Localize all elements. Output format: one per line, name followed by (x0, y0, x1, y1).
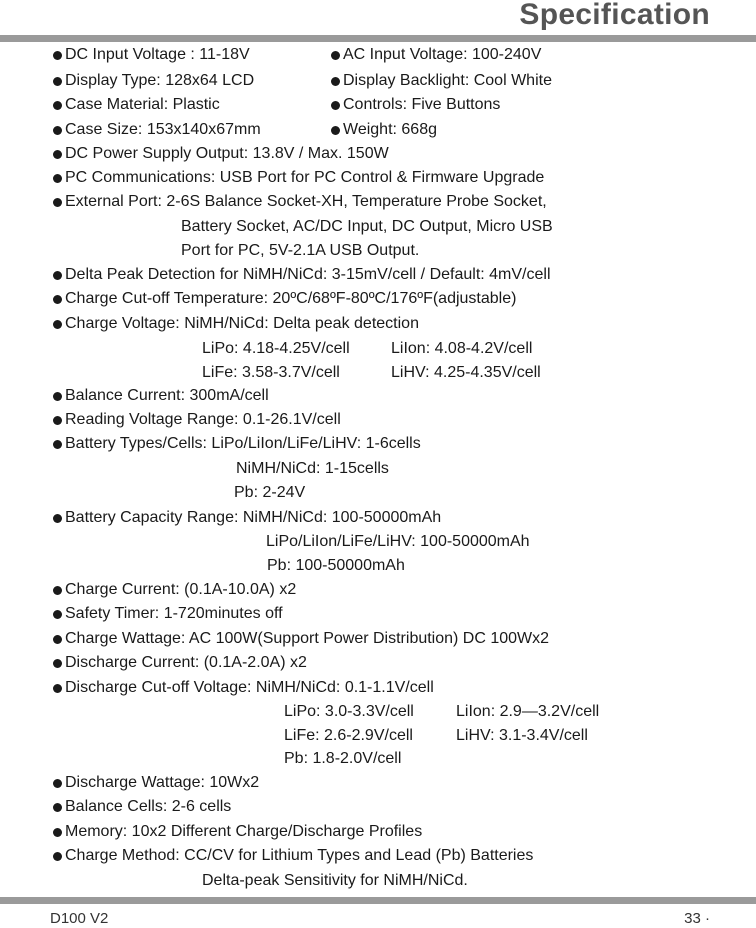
spec-battery-types-pb: Pb: 2-24V (234, 484, 306, 501)
spec-case-material: Case Material: Plastic (65, 96, 220, 113)
spec-discharge-current: Discharge Current: (0.1A-2.0A) x2 (65, 654, 307, 671)
spec-dc-input: DC Input Voltage : 11-18V (65, 46, 250, 63)
spec-external-port: External Port: 2-6S Balance Socket-XH, Temperature Probe Socket, (65, 193, 547, 210)
spec-external-port-cont-1: Battery Socket, AC/DC Input, DC Output, Micro USB (181, 218, 553, 235)
footer-divider (0, 897, 756, 904)
spec-discharge-cutoff-pb: Pb: 1.8-2.0V/cell (284, 750, 402, 767)
spec-charge-method-cont: Delta-peak Sensitivity for NiMH/NiCd. (202, 872, 468, 889)
spec-charge-voltage: Charge Voltage: NiMH/NiCd: Delta peak detection (65, 315, 419, 332)
spec-display-type: Display Type: 128x64 LCD (65, 72, 255, 89)
spec-memory: Memory: 10x2 Different Charge/Discharge Profiles (65, 823, 423, 840)
spec-charge-voltage-liion: LiIon: 4.08-4.2V/cell (391, 340, 533, 357)
spec-battery-types: Battery Types/Cells: LiPo/LiIon/LiFe/LiHV: 1-6cells (65, 435, 421, 452)
page-number: 33 · (684, 910, 710, 927)
spec-pc-communications: PC Communications: USB Port for PC Control & Firmware Upgrade (65, 169, 545, 186)
spec-capacity-range: Battery Capacity Range: NiMH/NiCd: 100-50000mAh (65, 509, 442, 526)
header-divider (0, 35, 756, 42)
spec-discharge-wattage: Discharge Wattage: 10Wx2 (65, 774, 260, 791)
spec-charge-voltage-lipo: LiPo: 4.18-4.25V/cell (202, 340, 350, 357)
spec-discharge-cutoff: Discharge Cut-off Voltage: NiMH/NiCd: 0.1-1.1V/cell (65, 679, 434, 696)
spec-balance-current: Balance Current: 300mA/cell (65, 387, 269, 404)
spec-controls: Controls: Five Buttons (343, 96, 501, 113)
spec-charge-voltage-life: LiFe: 3.58-3.7V/cell (202, 364, 340, 381)
spec-external-port-cont-2: Port for PC, 5V-2.1A USB Output. (181, 242, 420, 259)
spec-weight: Weight: 668g (343, 121, 437, 138)
spec-charge-current: Charge Current: (0.1A-10.0A) x2 (65, 581, 297, 598)
spec-case-size: Case Size: 153x140x67mm (65, 121, 261, 138)
spec-safety-timer: Safety Timer: 1-720minutes off (65, 605, 283, 622)
footer-model: D100 V2 (50, 910, 109, 927)
spec-reading-voltage: Reading Voltage Range: 0.1-26.1V/cell (65, 411, 341, 428)
spec-cutoff-temperature: Charge Cut-off Temperature: 20ºC/68ºF-80ºC/176ºF(adjustable) (65, 290, 517, 307)
spec-capacity-range-lithium: LiPo/LiIon/LiFe/LiHV: 100-50000mAh (266, 533, 530, 550)
spec-capacity-range-pb: Pb: 100-50000mAh (267, 557, 405, 574)
spec-discharge-cutoff-lihv: LiHV: 3.1-3.4V/cell (456, 727, 588, 744)
spec-charge-wattage: Charge Wattage: AC 100W(Support Power Distribution) DC 100Wx2 (65, 630, 550, 647)
spec-delta-peak: Delta Peak Detection for NiMH/NiCd: 3-15mV/cell / Default: 4mV/cell (65, 266, 551, 283)
spec-discharge-cutoff-lipo: LiPo: 3.0-3.3V/cell (284, 703, 414, 720)
spec-charge-voltage-lihv: LiHV: 4.25-4.35V/cell (391, 364, 541, 381)
spec-discharge-cutoff-liion: LiIon: 2.9—3.2V/cell (456, 703, 600, 720)
spec-display-backlight: Display Backlight: Cool White (343, 72, 552, 89)
page-title: Specification (519, 0, 710, 31)
spec-discharge-cutoff-life: LiFe: 2.6-2.9V/cell (284, 727, 413, 744)
spec-charge-method: Charge Method: CC/CV for Lithium Types and Lead (Pb) Batteries (65, 847, 534, 864)
spec-dc-power-output: DC Power Supply Output: 13.8V / Max. 150W (65, 145, 389, 162)
spec-battery-types-nimh: NiMH/NiCd: 1-15cells (236, 460, 389, 477)
spec-balance-cells: Balance Cells: 2-6 cells (65, 798, 232, 815)
spec-ac-input: AC Input Voltage: 100-240V (343, 46, 542, 63)
